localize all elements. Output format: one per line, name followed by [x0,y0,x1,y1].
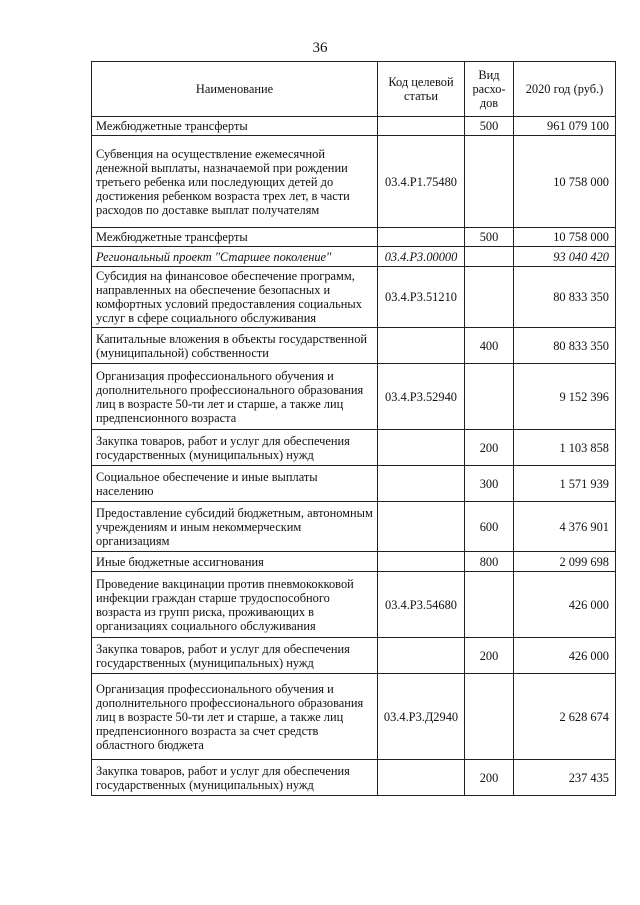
row-name-cell: Межбюджетные трансферты [92,228,378,247]
table-row [92,502,616,552]
row-code-cell: 03.4.P3.00000 [378,247,465,267]
row-name-cell: Закупка товаров, работ и услуг для обеспечения государственных (муниципальных) нужд [92,760,378,796]
table-row [92,674,616,760]
row-code-cell: 03.4.P3.52940 [378,364,465,430]
row-name-cell: Капитальные вложения в объекты государственной (муниципальной) собственности [92,328,378,364]
row-name-cell: Закупка товаров, работ и услуг для обеспечения государственных (муниципальных) нужд [92,638,378,674]
row-code-cell: 03.4.P3.54680 [378,572,465,638]
row-kind-cell: 400 [465,328,514,364]
row-name-cell: Субвенция на осуществление ежемесячной денежной выплаты, назначаемой при рождении третьего ребенка или последующих детей до достижения ребенком возраста трех лет, в части расходов по доставке выплат получателям [92,136,378,228]
header-kind: Вид расхо-дов [465,62,514,117]
row-sum-cell: 961 079 100 [514,117,616,136]
table-row [92,328,616,364]
table-row [92,228,616,247]
row-sum-cell: 9 152 396 [514,364,616,430]
row-sum-cell: 4 376 901 [514,502,616,552]
row-kind-cell [465,247,514,267]
row-sum-cell: 1 103 858 [514,430,616,466]
row-code-cell [378,466,465,502]
row-name-cell: Социальное обеспечение и иные выплаты населению [92,466,378,502]
row-code-cell [378,638,465,674]
row-name-cell: Проведение вакцинации против пневмококковой инфекции граждан старше трудоспособного возраста из групп риска, проживающих в организациях социального обслуживания [92,572,378,638]
row-sum-cell: 426 000 [514,572,616,638]
row-kind-cell [465,364,514,430]
row-sum-cell: 10 758 000 [514,228,616,247]
row-name-cell: Предоставление субсидий бюджетным, автономным учреждениям и иным некоммерческим организациям [92,502,378,552]
row-kind-cell: 500 [465,228,514,247]
row-kind-cell: 200 [465,760,514,796]
table-row [92,760,616,796]
table-row [92,638,616,674]
row-kind-cell: 200 [465,430,514,466]
table-row [92,430,616,466]
row-code-cell [378,502,465,552]
row-sum-cell: 237 435 [514,760,616,796]
row-sum-cell: 80 833 350 [514,267,616,328]
table-row [92,364,616,430]
header-sum: 2020 год (руб.) [514,62,616,117]
row-name-cell: Организация профессионального обучения и дополнительного профессионального образования лиц в возрасте 50-ти лет и старше, а также лиц предпенсионного возраста за счет средств областного бюджета [92,674,378,760]
row-sum-cell: 10 758 000 [514,136,616,228]
row-name-cell: Субсидия на финансовое обеспечение программ, направленных на обеспечение безопасных и комфортных условий предоставления социальных услуг в сфере социального обслуживания [92,267,378,328]
row-kind-cell [465,674,514,760]
page-number: 36 [312,40,328,56]
row-name-cell: Межбюджетные трансферты [92,117,378,136]
table-row [92,267,616,328]
table-row [92,247,616,267]
row-code-cell [378,552,465,572]
header-code: Код целевой статьи [378,62,465,117]
row-kind-cell [465,267,514,328]
row-name-cell: Иные бюджетные ассигнования [92,552,378,572]
row-kind-cell: 300 [465,466,514,502]
row-code-cell: 03.4.P3.51210 [378,267,465,328]
table-header-row [92,62,616,117]
row-sum-cell: 80 833 350 [514,328,616,364]
row-name-cell: Закупка товаров, работ и услуг для обеспечения государственных (муниципальных) нужд [92,430,378,466]
row-code-cell: 03.4.P3.Д2940 [378,674,465,760]
row-sum-cell: 2 099 698 [514,552,616,572]
table-row [92,572,616,638]
row-code-cell: 03.4.P1.75480 [378,136,465,228]
row-sum-cell: 2 628 674 [514,674,616,760]
table-row [92,117,616,136]
row-kind-cell: 800 [465,552,514,572]
row-kind-cell [465,572,514,638]
table-row [92,552,616,572]
row-code-cell [378,228,465,247]
row-sum-cell: 426 000 [514,638,616,674]
table-row [92,136,616,228]
row-code-cell [378,760,465,796]
budget-table [91,61,616,796]
row-name-cell: Региональный проект "Старшее поколение" [92,247,378,267]
row-code-cell [378,328,465,364]
table-row [92,466,616,502]
row-kind-cell: 500 [465,117,514,136]
row-kind-cell: 200 [465,638,514,674]
table-body [92,117,616,796]
row-name-cell: Организация профессионального обучения и дополнительного профессионального образования лиц в возрасте 50-ти лет и старше, а также лиц предпенсионного возраста [92,364,378,430]
row-kind-cell [465,136,514,228]
row-code-cell [378,430,465,466]
row-code-cell [378,117,465,136]
row-kind-cell: 600 [465,502,514,552]
header-name: Наименование [92,62,378,117]
row-sum-cell: 93 040 420 [514,247,616,267]
row-sum-cell: 1 571 939 [514,466,616,502]
